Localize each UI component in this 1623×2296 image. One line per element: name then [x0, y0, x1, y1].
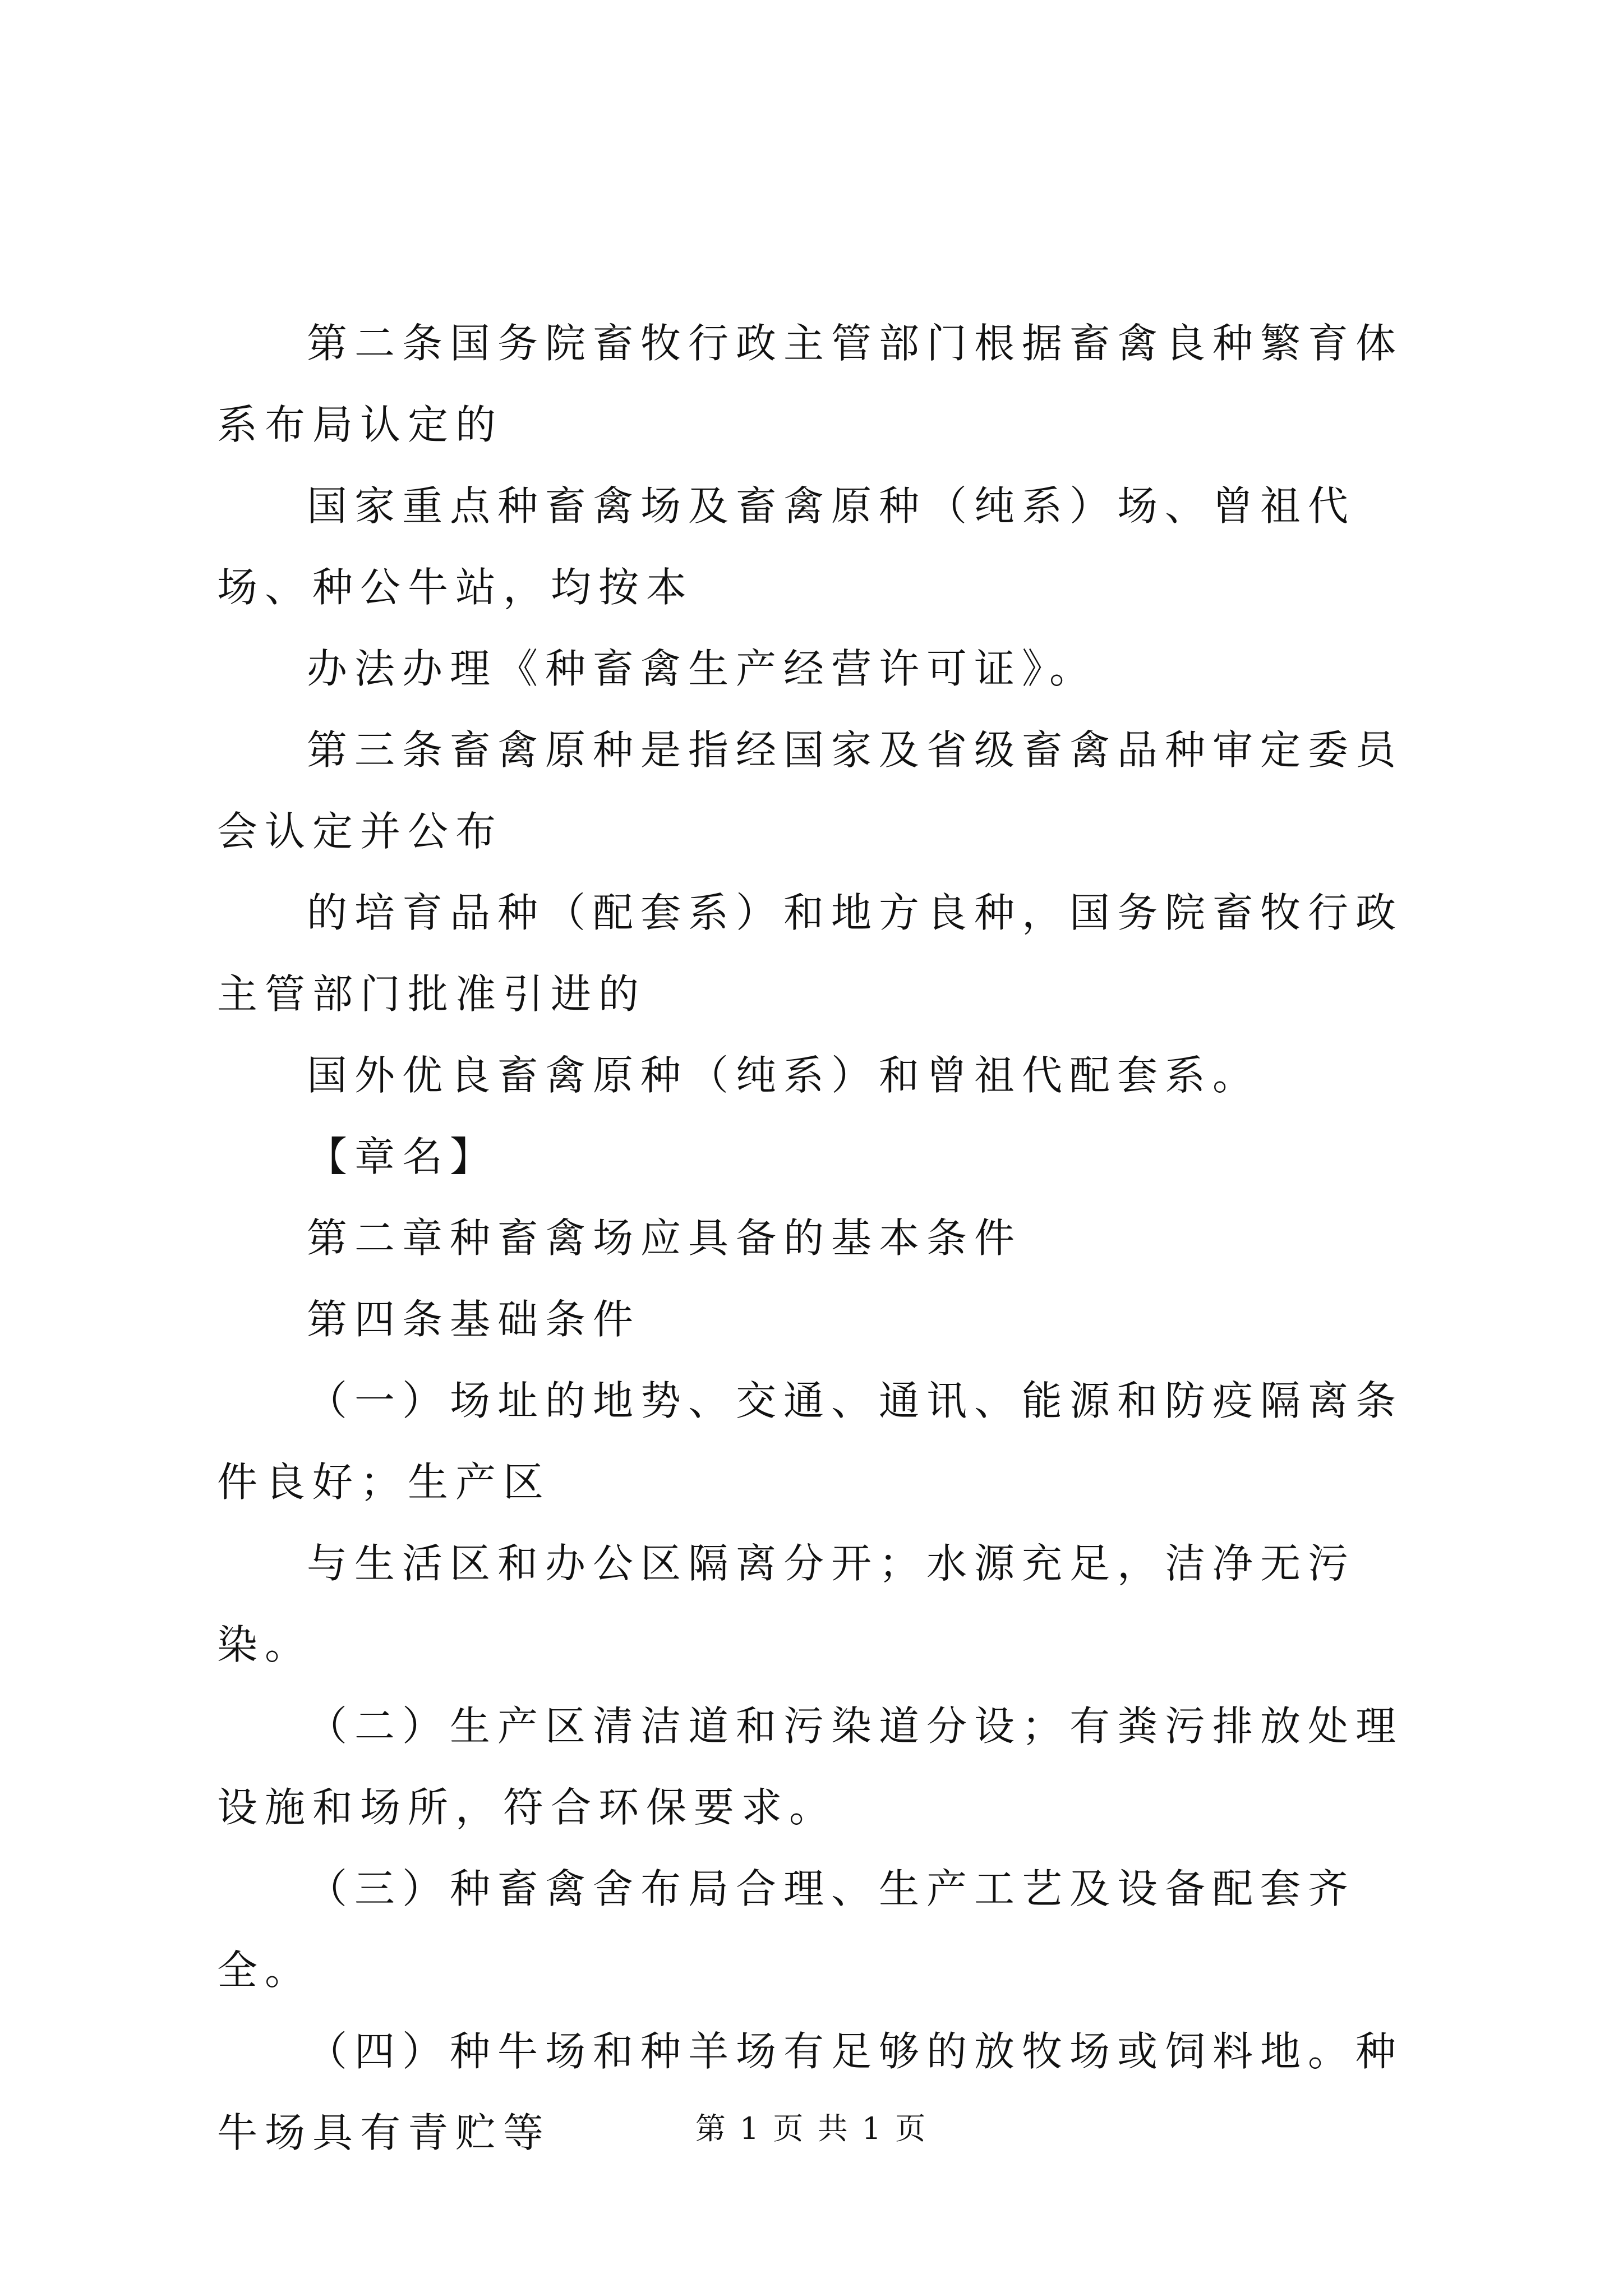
clause-1-part1: （一）场址的地势、交通、通讯、能源和防疫隔离条件良好；生产区	[217, 1377, 1404, 1506]
page-footer: 第 1 页 共 1 页	[695, 2111, 928, 2146]
clause-3: （三）种畜禽舍布局合理、生产工艺及设备配套齐全。	[217, 1865, 1356, 1994]
paragraph-article-3-part1: 第三条畜禽原种是指经国家及省级畜禽品种审定委员会认定并公布	[217, 726, 1404, 855]
paragraph-article-2-part2: 国家重点种畜禽场及畜禽原种（纯系）场、曾祖代场、种公牛站，均按本	[217, 482, 1356, 611]
clause-1-part2: 与生活区和办公区隔离分开；水源充足，洁净无污染。	[217, 1540, 1356, 1668]
article-4-heading: 第四条基础条件	[307, 1296, 641, 1343]
clause-4: （四）种牛场和种羊场有足够的放牧场或饲料地。种牛场具有青贮等	[217, 2028, 1404, 2156]
paragraph-article-3-part2: 的培育品种（配套系）和地方良种，国务院畜牧行政主管部门批准引进的	[217, 889, 1404, 1018]
clause-2: （二）生产区清洁道和污染道分设；有粪污排放处理设施和场所，符合环保要求。	[217, 1703, 1404, 1831]
paragraph-article-3-part3: 国外优良畜禽原种（纯系）和曾祖代配套系。	[307, 1052, 1261, 1099]
chapter-name-marker: 【章名】	[307, 1133, 498, 1180]
chapter-2-heading: 第二章种畜禽场应具备的基本条件	[307, 1214, 1022, 1262]
paragraph-article-2-part1: 第二条国务院畜牧行政主管部门根据畜禽良种繁育体系布局认定的	[217, 320, 1404, 448]
paragraph-article-2-part3: 办法办理《种畜禽生产经营许可证》。	[307, 645, 1098, 692]
document-body	[217, 303, 1417, 2174]
